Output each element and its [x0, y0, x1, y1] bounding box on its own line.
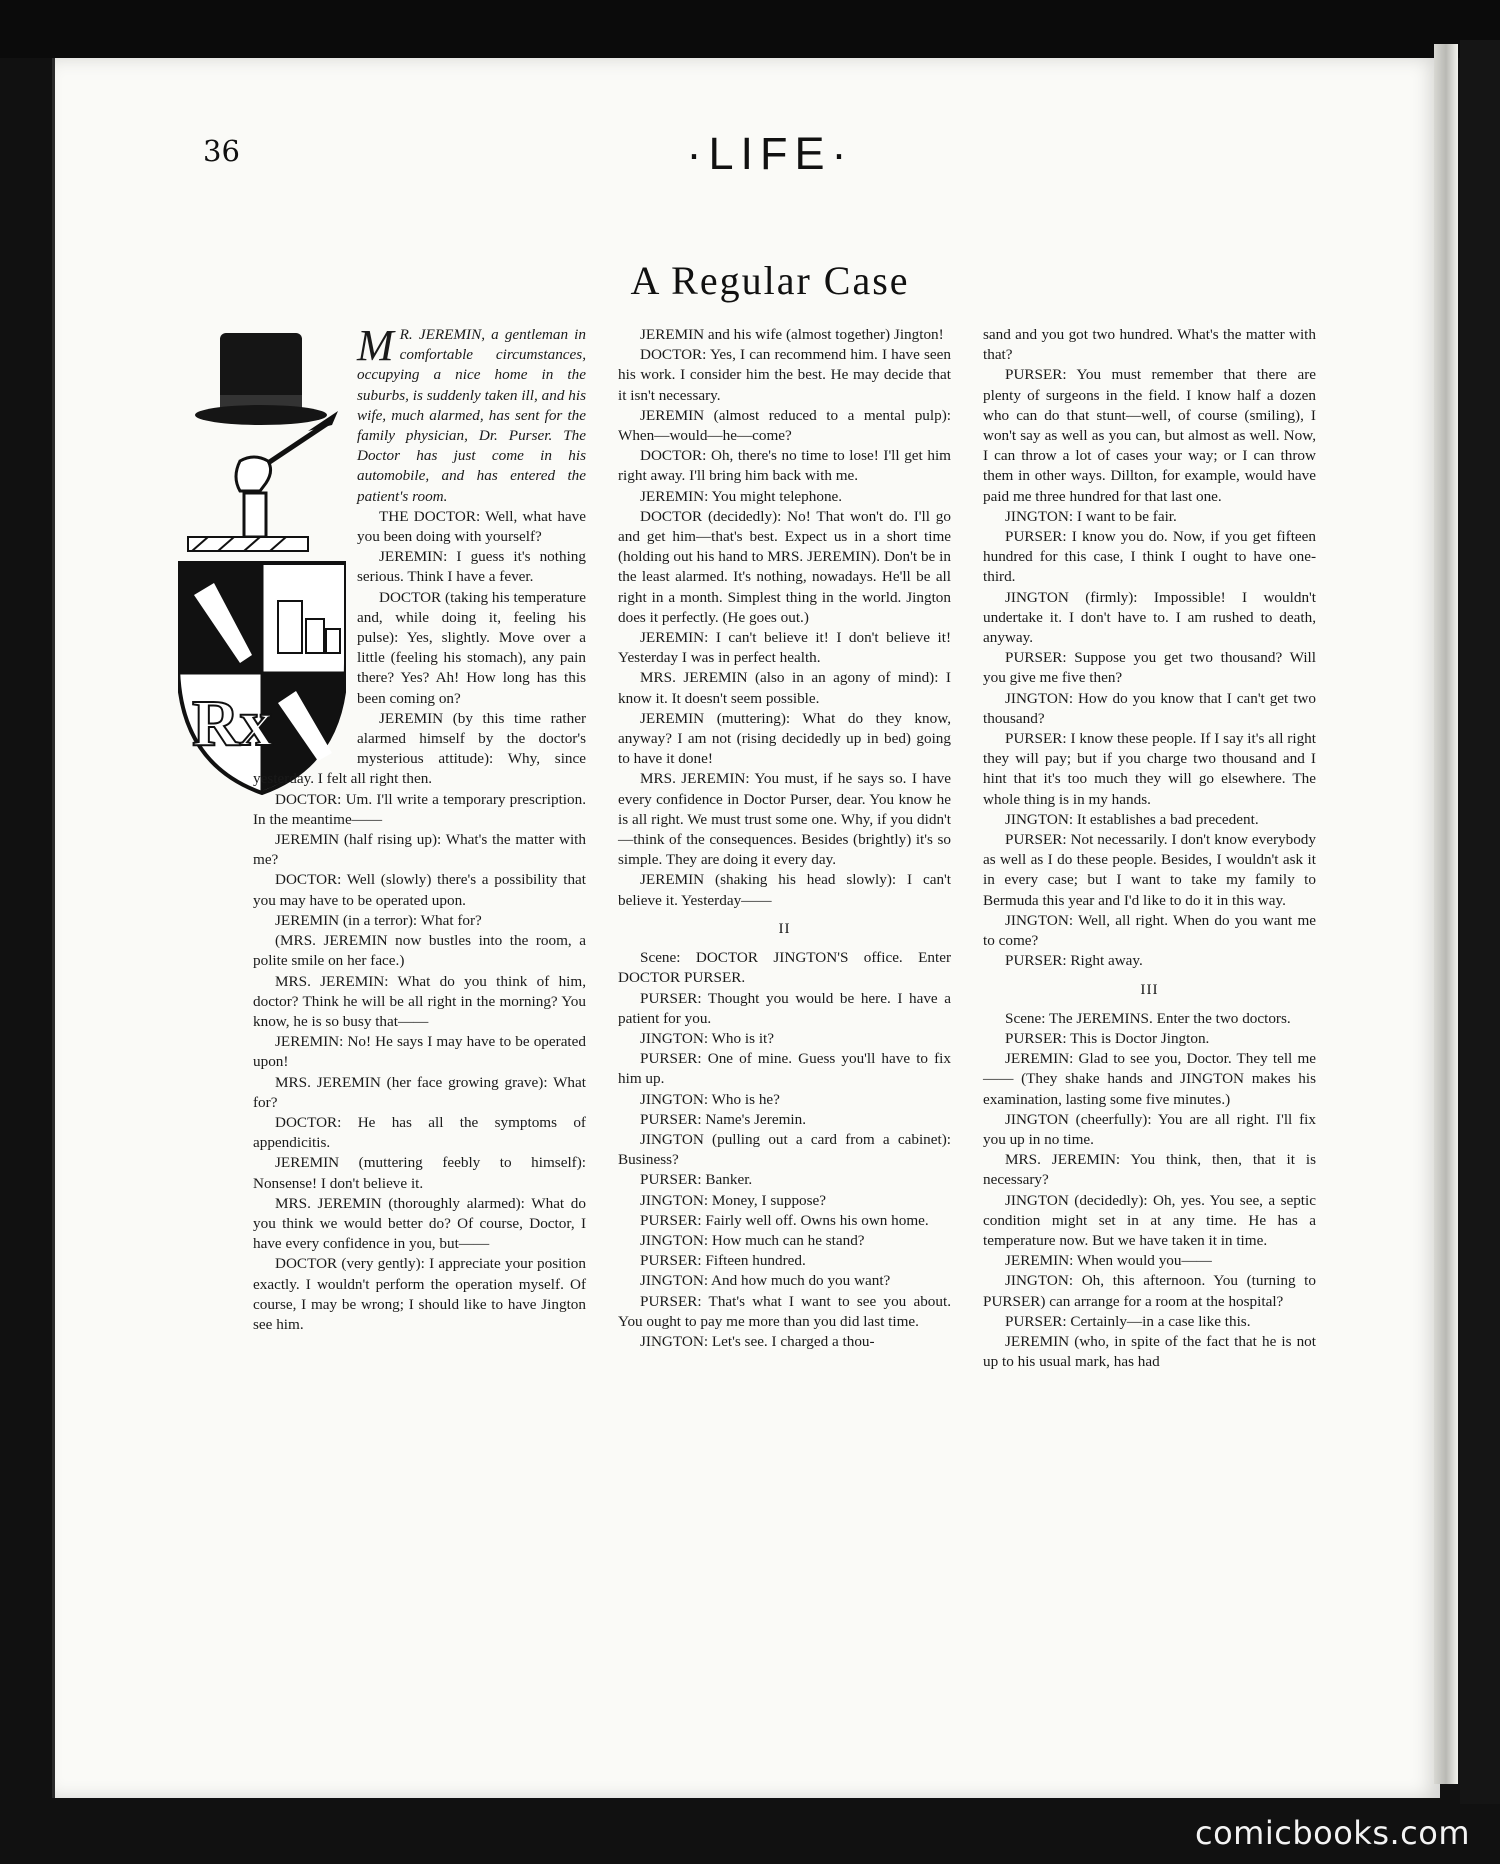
dialogue-paragraph: JEREMIN: When would you—— — [1005, 1252, 1212, 1270]
dialogue-paragraph: DOCTOR: Yes, I can recommend him. I have seen his work. I consider him the best. He may decide that it isn't necessary. — [618, 346, 951, 404]
dialogue-paragraph: MRS. JEREMIN (her face growing grave): What for? — [253, 1073, 586, 1111]
dialogue-paragraph: JINGTON: Let's see. I charged a thou- — [640, 1332, 875, 1350]
dialogue-paragraph: PURSER: Fairly well off. Owns his own home. — [640, 1211, 929, 1229]
dialogue-paragraph: DOCTOR (taking his temperature and, while doing it, feeling his pulse): Yes, slightly. Move over a little (feeling his stomach), any pain there? Yes? Ah! How long has this been coming on? — [357, 588, 586, 707]
dialogue-paragraph: MRS. JEREMIN: What do you think of him, doctor? Think he will be all right in the morning? You know, he is so busy that—— — [253, 972, 586, 1030]
dialogue-paragraph: JEREMIN: You might telephone. — [640, 487, 843, 505]
dialogue-paragraph: PURSER: One of mine. Guess you'll have to fix him up. — [618, 1050, 951, 1088]
dialogue-paragraph: JEREMIN: No! He says I may have to be operated upon! — [253, 1033, 586, 1071]
dialogue-paragraph: JINGTON: Oh, this afternoon. You (turning to PURSER) can arrange for a room at the hospital? — [983, 1272, 1316, 1310]
dialogue-paragraph: PURSER: Not necessarily. I don't know everybody as well as I do these people. Besides, I wouldn't ask it in every case; but I want to take my family to Bermuda this year and I'd like to do it in this way. — [983, 831, 1316, 909]
article-column-1 — [253, 321, 586, 1335]
dialogue-paragraph: JEREMIN and his wife (almost together) Jington! — [640, 326, 944, 343]
dialogue-paragraph: Scene: The JEREMINS. Enter the two doctors. — [1005, 1009, 1291, 1027]
dialogue-paragraph: JEREMIN (muttering feebly to himself): Nonsense! I don't believe it. — [253, 1154, 586, 1192]
dialogue-paragraph: PURSER: Name's Jeremin. — [640, 1110, 806, 1128]
dialogue-paragraph: PURSER: Thought you would be here. I have a patient for you. — [618, 989, 951, 1027]
dialogue-paragraph: JEREMIN (half rising up): What's the matter with me? — [253, 831, 586, 869]
dialogue-paragraph: THE DOCTOR: Well, what have you been doing with yourself? — [357, 507, 586, 546]
dialogue-paragraph: MRS. JEREMIN (thoroughly alarmed): What do you think we would better do? Of course, Doctor, I have every confidence in you, but—— — [253, 1194, 586, 1253]
illustration-float-space — [253, 325, 357, 755]
dialogue-paragraph: DOCTOR (very gently): I appreciate your position exactly. I wouldn't perform the operation myself. Of course, I may be wrong; I should like to have Jington see him. — [253, 1255, 586, 1333]
article-title: A Regular Case — [630, 258, 910, 303]
dialogue-paragraph: DOCTOR (decidedly): No! That won't do. I'll go and get him—that's best. Expect us in a short time (holding out his hand to MRS. JEREMIN). Don't be in the least alarmed. It's nothing, nowadays. He'll be all right in a month. Simplest thing in the world. Jington does it perfectly. (He goes out.) — [618, 507, 951, 626]
article-column-3 — [983, 325, 1316, 1372]
dialogue-paragraph: JINGTON (cheerfully): You are all right. I'll fix you up in no time. — [983, 1110, 1316, 1148]
column-2-dialogue — [618, 325, 951, 911]
intro-paragraph: M R. JEREMIN, a gentleman in comfortable circumstances, occupying a nice home in the suburbs, is suddenly taken ill, and his wife, much alarmed, has sent for the family physician, Dr. Purser. The Doctor has just come in his automobile, and has entered the patient's room. — [357, 321, 586, 505]
dialogue-paragraph: PURSER: I know you do. Now, if you get fifteen hundred for this case, I think I ought to have one-third. — [983, 528, 1316, 586]
dialogue-paragraph: MRS. JEREMIN (also in an agony of mind): I know it. It doesn't seem possible. — [618, 669, 951, 707]
dialogue-paragraph: PURSER: Right away. — [1005, 952, 1143, 970]
dialogue-paragraph: JEREMIN: I guess it's nothing serious. Think I have a fever. — [357, 548, 586, 586]
page-spine — [1434, 44, 1458, 1784]
dialogue-paragraph: JINGTON: Well, all right. When do you want me to come? — [983, 911, 1316, 950]
dialogue-paragraph: PURSER: Suppose you get two thousand? Will you give me five then? — [983, 649, 1316, 687]
dialogue-paragraph: DOCTOR: Um. I'll write a temporary prescription. In the meantime—— — [253, 790, 586, 828]
masthead: ·LIFE· — [686, 128, 854, 179]
dialogue-paragraph: MRS. JEREMIN: You must, if he says so. I have every confidence in Doctor Purser, dear. You know he is all right. We must trust some one. Why, if you didn't—think of the consequences. Besides (brightly) it's so simple. They are doing it every day. — [618, 770, 951, 869]
dialogue-paragraph: PURSER: That's what I want to see you about. You ought to pay me more than you did last time. — [618, 1292, 951, 1330]
column-2-scene-ii — [618, 948, 951, 1352]
dialogue-paragraph: JEREMIN: Glad to see you, Doctor. They tell me—— (They shake hands and JINGTON makes his examination, lasting some five minutes.) — [983, 1050, 1316, 1108]
dialogue-paragraph: JINGTON: Money, I suppose? — [640, 1191, 827, 1209]
dialogue-paragraph: JEREMIN (almost reduced to a mental pulp): When—would—he—come? — [618, 406, 951, 445]
dialogue-paragraph: JEREMIN: I can't believe it! I don't believe it! Yesterday I was in perfect health. — [618, 629, 951, 667]
column-3-dialogue — [983, 325, 1316, 972]
dialogue-paragraph: JEREMIN (in a terror): What for? — [275, 911, 482, 929]
dialogue-paragraph: Scene: DOCTOR JINGTON'S office. Enter DOCTOR PURSER. — [618, 949, 951, 987]
dialogue-paragraph: MRS. JEREMIN: You think, then, that it is necessary? — [983, 1151, 1316, 1189]
scan-border-right — [1460, 40, 1500, 1804]
dialogue-paragraph: JEREMIN (by this time rather alarmed himself by the doctor's mysterious attitude): Why, since yesterday. I felt all right then. — [253, 709, 586, 788]
dialogue-paragraph: JINGTON: How do you know that I can't get two thousand? — [983, 689, 1316, 727]
scan-border-top — [0, 0, 1500, 58]
dialogue-paragraph: DOCTOR: He has all the symptoms of appendicitis. — [253, 1113, 586, 1152]
dialogue-paragraph: JINGTON: I want to be fair. — [1005, 507, 1177, 525]
dialogue-paragraph: JEREMIN (who, in spite of the fact that he is not up to his usual mark, has had — [983, 1332, 1316, 1371]
dialogue-paragraph: DOCTOR: Oh, there's no time to lose! I'll get him right away. I'll bring him back with me. — [618, 447, 951, 485]
drop-cap: M — [357, 321, 394, 370]
dialogue-paragraph: JINGTON (pulling out a card from a cabinet): Business? — [618, 1130, 951, 1169]
dialogue-paragraph: PURSER: I know these people. If I say it's all right they will pay; but if you charge two thousand and I hint that it's too much they will go elsewhere. The whole thing is in my hands. — [983, 730, 1316, 808]
dialogue-paragraph: JINGTON: How much can he stand? — [640, 1231, 865, 1249]
column-3-scene-iii — [983, 1009, 1316, 1373]
page-number: 36 — [203, 134, 240, 168]
article-column-2 — [618, 325, 951, 1352]
dialogue-paragraph: PURSER: You must remember that there are plenty of surgeons in the field. I know half a dozen who can do that stunt—well, of course (smiling), I won't say as well as you can, but almost as well. Now, I can throw a lot of cases your way; or I can throw them in other ways. Dillton, for example, would have paid me three hundred for that last one. — [983, 366, 1316, 505]
site-watermark: comicbooks.com — [1194, 1814, 1470, 1852]
dialogue-paragraph: (MRS. JEREMIN now bustles into the room, a polite smile on her face.) — [253, 932, 586, 970]
dialogue-paragraph: JEREMIN (muttering): What do they know, anyway? I am not (rising decidedly up in bed) going to have it done! — [618, 709, 951, 768]
dialogue-paragraph: PURSER: Fifteen hundred. — [640, 1252, 806, 1270]
dialogue-paragraph: JINGTON (firmly): Impossible! I wouldn't undertake it. I don't have to. I am rushed to death, anyway. — [983, 588, 1316, 647]
dialogue-paragraph: JEREMIN (shaking his head slowly): I can't believe it. Yesterday—— — [618, 871, 951, 909]
svg-text:Rx: Rx — [192, 687, 273, 760]
dialogue-paragraph: PURSER: Certainly—in a case like this. — [1005, 1312, 1251, 1330]
dialogue-paragraph: DOCTOR: Well (slowly) there's a possibility that you may have to be operated upon. — [253, 871, 586, 909]
dialogue-paragraph: PURSER: This is Doctor Jington. — [1005, 1029, 1210, 1047]
section-heading-ii: II — [778, 919, 791, 937]
dialogue-paragraph: PURSER: Banker. — [640, 1171, 753, 1189]
dialogue-paragraph: JINGTON: It establishes a bad precedent. — [1005, 810, 1259, 828]
section-heading-iii: III — [1140, 980, 1159, 998]
dialogue-paragraph: JINGTON: And how much do you want? — [640, 1272, 891, 1290]
dialogue-paragraph: JINGTON: Who is it? — [640, 1029, 775, 1047]
dialogue-paragraph: JINGTON (decidedly): Oh, yes. You see, a septic condition might set in at any time. He has a temperature now. But we have taken it in time. — [983, 1191, 1316, 1249]
dialogue-paragraph: sand and you got two hundred. What's the matter with that? — [983, 326, 1316, 364]
dialogue-paragraph: JINGTON: Who is he? — [640, 1090, 780, 1108]
